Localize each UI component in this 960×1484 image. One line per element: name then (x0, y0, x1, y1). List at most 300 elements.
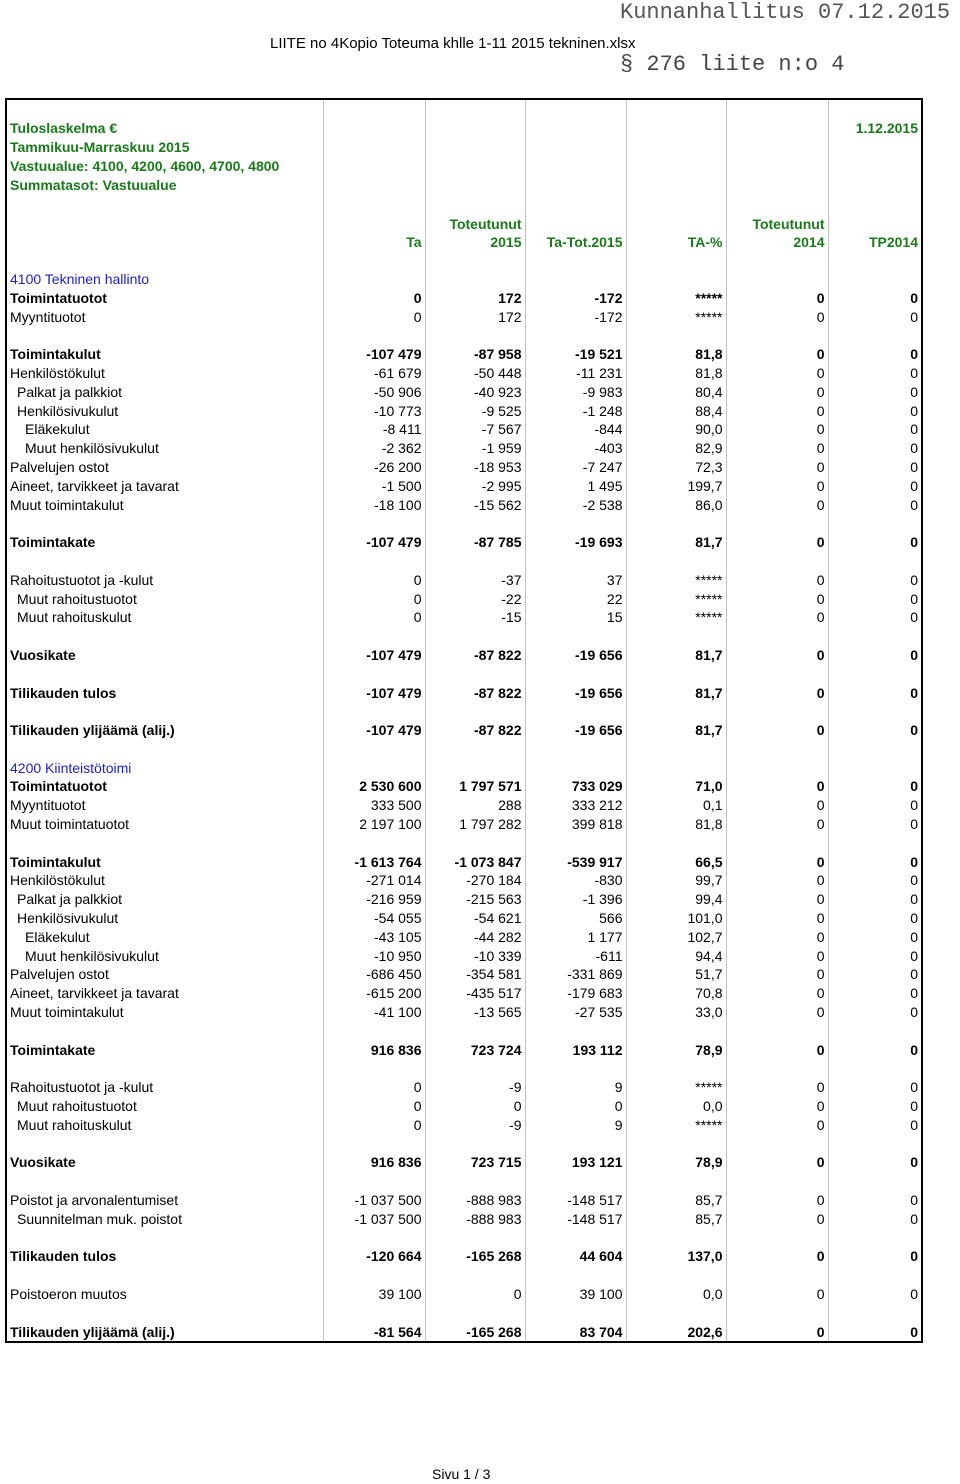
cell-toteutunut-2015: -215 563 (425, 890, 525, 909)
cell-toteutunut-2015: -9 (425, 1115, 525, 1134)
cell-ta-tot: -179 683 (525, 984, 626, 1003)
income-statement-table (5, 98, 923, 1343)
cell-toteutunut-2014: 0 (726, 476, 828, 495)
table-row (6, 1209, 922, 1228)
cell-ta-tot: 193 121 (525, 1153, 626, 1172)
cell-ta-pct: 33,0 (626, 1003, 726, 1022)
column-header-row (6, 213, 922, 251)
cell-ta: -8 411 (323, 420, 425, 439)
cell-tp2014: 0 (828, 533, 922, 552)
cell-ta-pct: 81,7 (626, 683, 726, 702)
cell-ta: 916 836 (323, 1040, 425, 1059)
cell-tp2014: 0 (828, 1285, 922, 1304)
row-label: Tilikauden ylijäämä (alij.) (10, 1323, 175, 1340)
cell-tp2014: 0 (828, 1191, 922, 1210)
table-row (6, 646, 922, 665)
cell-ta-tot: 0 (525, 1097, 626, 1116)
cell-ta-tot: -148 517 (525, 1209, 626, 1228)
cell-ta-pct: 0,0 (626, 1097, 726, 1116)
period-row (6, 138, 922, 157)
row-label: Myyntituotot (10, 797, 86, 814)
blank-row (6, 194, 922, 213)
cell-tp2014: 0 (828, 570, 922, 589)
cell-tp2014: 0 (828, 890, 922, 909)
cell-ta-tot: -9 983 (525, 382, 626, 401)
cell-toteutunut-2014: 0 (726, 1322, 828, 1342)
cell-toteutunut-2014: 0 (726, 683, 828, 702)
cell-ta-tot: -539 917 (525, 852, 626, 871)
cell-tp2014: 0 (828, 1209, 922, 1228)
cell-tp2014: 0 (828, 1040, 922, 1059)
cell-toteutunut-2014: 0 (726, 796, 828, 815)
cell-ta: -10 950 (323, 946, 425, 965)
blank-row (6, 99, 922, 119)
cell-ta-pct: 81,7 (626, 721, 726, 740)
table-row (6, 401, 922, 420)
cell-toteutunut-2014: 0 (726, 1040, 828, 1059)
cell-toteutunut-2014: 0 (726, 815, 828, 834)
table-row (6, 1322, 922, 1342)
table-row (6, 307, 922, 326)
blank-row (6, 552, 922, 571)
cell-toteutunut-2015: -270 184 (425, 871, 525, 890)
cell-tp2014: 0 (828, 777, 922, 796)
cell-toteutunut-2014: 0 (726, 721, 828, 740)
cell-ta-tot: 399 818 (525, 815, 626, 834)
cell-toteutunut-2015: -40 923 (425, 382, 525, 401)
cell-ta: 333 500 (323, 796, 425, 815)
blank-row (6, 664, 922, 683)
blank-row (6, 326, 922, 345)
table-row (6, 871, 922, 890)
cell-tp2014: 0 (828, 871, 922, 890)
table-row (6, 495, 922, 514)
cell-toteutunut-2014: 0 (726, 777, 828, 796)
cell-ta: 0 (323, 1097, 425, 1116)
cell-toteutunut-2015: 172 (425, 307, 525, 326)
table-row (6, 439, 922, 458)
cell-ta: -216 959 (323, 890, 425, 909)
cell-toteutunut-2015: 1 797 282 (425, 815, 525, 834)
cell-ta-tot: -19 521 (525, 345, 626, 364)
cell-ta-tot: -2 538 (525, 495, 626, 514)
cell-ta: -271 014 (323, 871, 425, 890)
row-label: Aineet, tarvikkeet ja tavarat (10, 985, 179, 1002)
blank-row (6, 1266, 922, 1285)
table-row (6, 815, 922, 834)
report-date: 1.12.2015 (828, 119, 922, 138)
blank-row (6, 1303, 922, 1322)
table-row (6, 608, 922, 627)
blank-row (6, 1134, 922, 1153)
row-label: Rahoitustuotot ja -kulut (10, 571, 154, 588)
cell-ta: 0 (323, 589, 425, 608)
row-label: Toimintakulut (10, 853, 101, 870)
cell-ta: 39 100 (323, 1285, 425, 1304)
table-row (6, 1078, 922, 1097)
cell-toteutunut-2014: 0 (726, 401, 828, 420)
table-row (6, 345, 922, 364)
cell-toteutunut-2014: 0 (726, 589, 828, 608)
cell-toteutunut-2014: 0 (726, 984, 828, 1003)
table-row (6, 288, 922, 307)
table-row (6, 458, 922, 477)
cell-toteutunut-2014: 0 (726, 946, 828, 965)
cell-toteutunut-2014: 0 (726, 570, 828, 589)
cell-toteutunut-2014: 0 (726, 1097, 828, 1116)
cell-toteutunut-2015: -87 822 (425, 721, 525, 740)
cell-tp2014: 0 (828, 307, 922, 326)
title-row (6, 119, 922, 138)
table-row (6, 965, 922, 984)
row-label: Toimintakulut (10, 346, 101, 363)
cell-ta-pct: 137,0 (626, 1247, 726, 1266)
cell-ta-tot: -7 247 (525, 458, 626, 477)
row-label: Rahoitustuotot ja -kulut (10, 1079, 154, 1096)
sumlevel-row (6, 175, 922, 194)
row-label: Eläkekulut (25, 421, 90, 438)
row-label: Palkat ja palkkiot (17, 891, 123, 908)
cell-ta: -26 200 (323, 458, 425, 477)
cell-ta: -61 679 (323, 364, 425, 383)
cell-toteutunut-2015: -9 (425, 1078, 525, 1097)
row-label: Suunnitelman muk. poistot (17, 1210, 182, 1227)
cell-toteutunut-2014: 0 (726, 1153, 828, 1172)
cell-toteutunut-2015: -888 983 (425, 1209, 525, 1228)
cell-toteutunut-2015: -87 958 (425, 345, 525, 364)
cell-tp2014: 0 (828, 1247, 922, 1266)
row-label: Palkat ja palkkiot (17, 383, 123, 400)
cell-ta-pct: 101,0 (626, 909, 726, 928)
cell-ta-pct: 99,7 (626, 871, 726, 890)
row-label: Muut toimintakulut (10, 1004, 124, 1021)
cell-ta: -1 500 (323, 476, 425, 495)
blank-row (6, 1228, 922, 1247)
cell-toteutunut-2015: -9 525 (425, 401, 525, 420)
cell-toteutunut-2014: 0 (726, 1078, 828, 1097)
cell-ta-pct: 85,7 (626, 1191, 726, 1210)
row-label: Toimintakate (10, 534, 96, 551)
table-row (6, 1040, 922, 1059)
cell-toteutunut-2014: 0 (726, 439, 828, 458)
row-label: Muut henkilösivukulut (25, 947, 159, 964)
row-label: Tilikauden ylijäämä (alij.) (10, 722, 175, 739)
row-label: Muut rahoituskulut (17, 1116, 132, 1133)
cell-tp2014: 0 (828, 1078, 922, 1097)
cell-ta-tot: -1 248 (525, 401, 626, 420)
cell-toteutunut-2015: -87 785 (425, 533, 525, 552)
cell-ta-pct: 81,7 (626, 533, 726, 552)
cell-toteutunut-2015: 288 (425, 796, 525, 815)
row-label: Toimintakate (10, 1041, 96, 1058)
row-label: Eläkekulut (25, 928, 90, 945)
cell-ta: -120 664 (323, 1247, 425, 1266)
table-row (6, 927, 922, 946)
table-row (6, 946, 922, 965)
cell-tp2014: 0 (828, 1115, 922, 1134)
table-row (6, 984, 922, 1003)
cell-ta-tot: 83 704 (525, 1322, 626, 1342)
cell-ta-pct: 66,5 (626, 852, 726, 871)
cell-toteutunut-2015: 172 (425, 288, 525, 307)
cell-tp2014: 0 (828, 965, 922, 984)
cell-ta-tot: 37 (525, 570, 626, 589)
row-label: Toimintatuotot (10, 778, 107, 795)
cell-ta: -107 479 (323, 533, 425, 552)
cell-ta-pct: 88,4 (626, 401, 726, 420)
blank-row (6, 833, 922, 852)
cell-ta-pct: 81,8 (626, 815, 726, 834)
col-header-ta-tot: Ta-Tot.2015 (525, 213, 626, 251)
col-header-toteutunut-2014: Toteutunut 2014 (726, 213, 828, 251)
blank-row (6, 1021, 922, 1040)
cell-tp2014: 0 (828, 458, 922, 477)
page-number: Sivu 1 / 3 (432, 1466, 491, 1482)
section-header-row (6, 270, 922, 289)
col-header-toteutunut-2015: Toteutunut 2015 (425, 213, 525, 251)
cell-ta: 0 (323, 1115, 425, 1134)
cell-ta-pct: ***** (626, 589, 726, 608)
col-header-tp2014: TP2014 (828, 213, 922, 251)
cell-ta: -686 450 (323, 965, 425, 984)
cell-toteutunut-2015: -22 (425, 589, 525, 608)
row-label: Tilikauden tulos (10, 1248, 117, 1265)
cell-toteutunut-2015: 723 724 (425, 1040, 525, 1059)
cell-ta-tot: -1 396 (525, 890, 626, 909)
cell-ta: -18 100 (323, 495, 425, 514)
table-row (6, 364, 922, 383)
report-units: Vastuualue: 4100, 4200, 4600, 4700, 4800 (10, 157, 280, 174)
row-label: Muut toimintatuotot (10, 816, 130, 833)
cell-toteutunut-2015: -87 822 (425, 646, 525, 665)
cell-ta-pct: 0,1 (626, 796, 726, 815)
cell-tp2014: 0 (828, 852, 922, 871)
cell-tp2014: 0 (828, 1097, 922, 1116)
row-label: Tilikauden tulos (10, 684, 117, 701)
cell-toteutunut-2014: 0 (726, 1191, 828, 1210)
cell-tp2014: 0 (828, 984, 922, 1003)
cell-toteutunut-2014: 0 (726, 288, 828, 307)
cell-toteutunut-2015: -888 983 (425, 1191, 525, 1210)
table-row (6, 1285, 922, 1304)
cell-toteutunut-2015: -10 339 (425, 946, 525, 965)
row-label: Vuosikate (10, 646, 76, 663)
cell-toteutunut-2014: 0 (726, 533, 828, 552)
cell-toteutunut-2014: 0 (726, 307, 828, 326)
cell-ta-pct: 202,6 (626, 1322, 726, 1342)
cell-tp2014: 0 (828, 495, 922, 514)
cell-ta-tot: 193 112 (525, 1040, 626, 1059)
cell-ta-tot: 9 (525, 1078, 626, 1097)
cell-toteutunut-2015: -2 995 (425, 476, 525, 495)
cell-toteutunut-2015: 0 (425, 1285, 525, 1304)
cell-ta: 916 836 (323, 1153, 425, 1172)
cell-tp2014: 0 (828, 646, 922, 665)
row-label: Myyntituotot (10, 308, 86, 325)
cell-ta-pct: 78,9 (626, 1153, 726, 1172)
cell-toteutunut-2014: 0 (726, 458, 828, 477)
cell-ta-pct: 85,7 (626, 1209, 726, 1228)
cell-toteutunut-2015: -15 562 (425, 495, 525, 514)
cell-ta-pct: 71,0 (626, 777, 726, 796)
table-row (6, 852, 922, 871)
row-label: Muut rahoitustuotot (17, 590, 137, 607)
cell-ta: -81 564 (323, 1322, 425, 1342)
cell-ta-tot: 15 (525, 608, 626, 627)
cell-ta-pct: 51,7 (626, 965, 726, 984)
row-label: Palvelujen ostot (10, 966, 109, 983)
cell-toteutunut-2014: 0 (726, 852, 828, 871)
cell-tp2014: 0 (828, 608, 922, 627)
cell-ta-pct: ***** (626, 570, 726, 589)
table-row (6, 476, 922, 495)
cell-ta: -615 200 (323, 984, 425, 1003)
report-title: Tuloslaskelma € (10, 120, 118, 137)
cell-toteutunut-2014: 0 (726, 1209, 828, 1228)
col-header-ta-pct: TA-% (626, 213, 726, 251)
cell-toteutunut-2015: -87 822 (425, 683, 525, 702)
cell-ta: -43 105 (323, 927, 425, 946)
section-stamp: § 276 liite n:o 4 (620, 52, 845, 77)
cell-tp2014: 0 (828, 420, 922, 439)
table-row (6, 1247, 922, 1266)
cell-toteutunut-2015: -50 448 (425, 364, 525, 383)
cell-ta-pct: 82,9 (626, 439, 726, 458)
row-label: Muut henkilösivukulut (25, 440, 159, 457)
cell-ta: 0 (323, 288, 425, 307)
cell-ta: -1 037 500 (323, 1209, 425, 1228)
cell-ta-tot: -19 656 (525, 721, 626, 740)
col-header-ta: Ta (323, 213, 425, 251)
cell-ta-pct: 72,3 (626, 458, 726, 477)
cell-ta: -50 906 (323, 382, 425, 401)
table-row (6, 589, 922, 608)
cell-ta: -107 479 (323, 683, 425, 702)
table-row (6, 570, 922, 589)
row-label: Palvelujen ostot (10, 458, 109, 475)
report-sumlevel: Summatasot: Vastuualue (10, 176, 177, 193)
row-label: Aineet, tarvikkeet ja tavarat (10, 477, 179, 494)
table-row (6, 890, 922, 909)
cell-toteutunut-2015: -18 953 (425, 458, 525, 477)
cell-toteutunut-2014: 0 (726, 909, 828, 928)
cell-tp2014: 0 (828, 345, 922, 364)
cell-tp2014: 0 (828, 1003, 922, 1022)
cell-toteutunut-2014: 0 (726, 1247, 828, 1266)
cell-ta-tot: -172 (525, 288, 626, 307)
cell-ta-pct: 81,8 (626, 364, 726, 383)
cell-ta: -54 055 (323, 909, 425, 928)
blank-row (6, 251, 922, 270)
cell-ta-tot: -27 535 (525, 1003, 626, 1022)
table-row (6, 420, 922, 439)
table-row (6, 683, 922, 702)
cell-ta-tot: -844 (525, 420, 626, 439)
cell-ta-pct: 70,8 (626, 984, 726, 1003)
file-name: LIITE no 4Kopio Toteuma khlle 1-11 2015 tekninen.xlsx (270, 35, 636, 52)
row-label: Poistot ja arvonalentumiset (10, 1192, 179, 1209)
cell-ta-pct: 90,0 (626, 420, 726, 439)
cell-tp2014: 0 (828, 1153, 922, 1172)
cell-toteutunut-2014: 0 (726, 608, 828, 627)
cell-toteutunut-2015: -15 (425, 608, 525, 627)
cell-ta: 0 (323, 307, 425, 326)
cell-toteutunut-2015: -13 565 (425, 1003, 525, 1022)
cell-ta: -107 479 (323, 646, 425, 665)
cell-toteutunut-2015: -54 621 (425, 909, 525, 928)
cell-ta-tot: -19 656 (525, 646, 626, 665)
cell-ta: -1 037 500 (323, 1191, 425, 1210)
cell-toteutunut-2015: -354 581 (425, 965, 525, 984)
row-label: Muut rahoitustuotot (17, 1098, 137, 1115)
cell-ta-pct: 199,7 (626, 476, 726, 495)
table-row (6, 1115, 922, 1134)
cell-ta: 0 (323, 1078, 425, 1097)
cell-ta-tot: -830 (525, 871, 626, 890)
cell-ta-tot: -403 (525, 439, 626, 458)
cell-ta-pct: 102,7 (626, 927, 726, 946)
cell-ta-pct: 94,4 (626, 946, 726, 965)
row-label: Toimintatuotot (10, 289, 107, 306)
cell-ta: 0 (323, 608, 425, 627)
cell-ta: -107 479 (323, 721, 425, 740)
cell-ta-tot: 22 (525, 589, 626, 608)
cell-toteutunut-2015: 0 (425, 1097, 525, 1116)
cell-ta-tot: 9 (525, 1115, 626, 1134)
cell-toteutunut-2014: 0 (726, 345, 828, 364)
table-row (6, 796, 922, 815)
cell-ta-pct: 99,4 (626, 890, 726, 909)
cell-toteutunut-2014: 0 (726, 890, 828, 909)
cell-tp2014: 0 (828, 589, 922, 608)
blank-row (6, 514, 922, 533)
cell-toteutunut-2015: -44 282 (425, 927, 525, 946)
cell-tp2014: 0 (828, 1322, 922, 1342)
blank-row (6, 1172, 922, 1191)
cell-ta-tot: -611 (525, 946, 626, 965)
cell-ta: 2 197 100 (323, 815, 425, 834)
cell-ta-pct: 78,9 (626, 1040, 726, 1059)
cell-toteutunut-2014: 0 (726, 871, 828, 890)
blank-row (6, 1059, 922, 1078)
cell-toteutunut-2014: 0 (726, 364, 828, 383)
cell-ta-pct: ***** (626, 1078, 726, 1097)
cell-toteutunut-2014: 0 (726, 1115, 828, 1134)
cell-ta-pct: 81,8 (626, 345, 726, 364)
table-row (6, 382, 922, 401)
cell-toteutunut-2014: 0 (726, 927, 828, 946)
cell-ta-pct: 86,0 (626, 495, 726, 514)
units-row (6, 156, 922, 175)
cell-ta-tot: -331 869 (525, 965, 626, 984)
cell-tp2014: 0 (828, 683, 922, 702)
cell-ta-tot: -148 517 (525, 1191, 626, 1210)
report-period: Tammikuu-Marraskuu 2015 (10, 138, 190, 155)
cell-tp2014: 0 (828, 796, 922, 815)
cell-toteutunut-2015: -165 268 (425, 1247, 525, 1266)
meeting-stamp: Kunnanhallitus 07.12.2015 (620, 0, 951, 25)
cell-ta-tot: -19 656 (525, 683, 626, 702)
cell-toteutunut-2014: 0 (726, 382, 828, 401)
cell-ta-pct: ***** (626, 288, 726, 307)
row-label: Vuosikate (10, 1154, 76, 1171)
cell-tp2014: 0 (828, 382, 922, 401)
cell-tp2014: 0 (828, 439, 922, 458)
cell-ta-tot: -11 231 (525, 364, 626, 383)
cell-toteutunut-2015: -165 268 (425, 1322, 525, 1342)
row-label: Poistoeron muutos (10, 1286, 127, 1302)
cell-ta-tot: 39 100 (525, 1285, 626, 1304)
